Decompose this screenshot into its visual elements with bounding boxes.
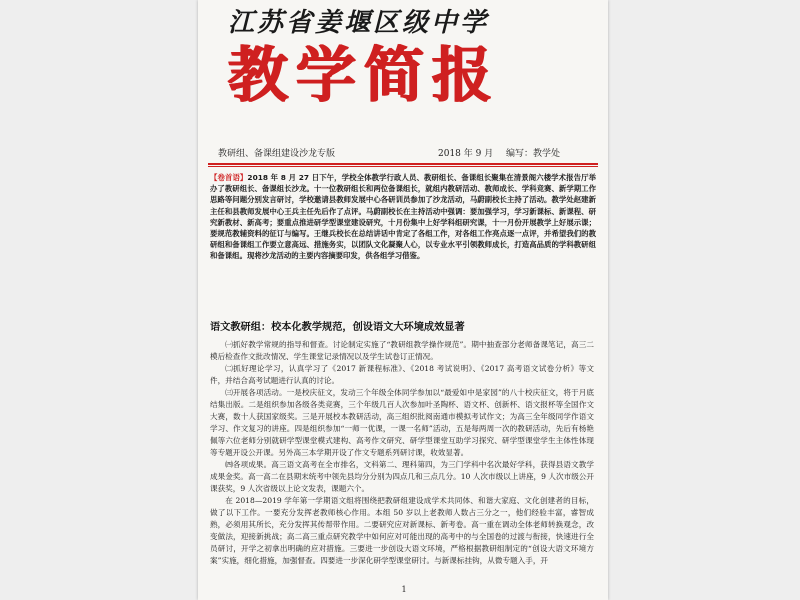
issue-info-bar bbox=[212, 147, 594, 161]
newsletter-masthead-title: 教学简报 bbox=[228, 41, 500, 111]
body-paragraph: 在 2018—2019 学年第一学期语文组将围绕把教研组建设成学术共同体、和谐大家庭、文化创建者的目标，做了以下工作。一要充分发挥老教师核心作用。本组 50 岁以上老教师人数占三分之一，他们经验丰富，睿智成熟，必须用其所长，充分发挥其传帮带作用。二要研究应对新课标、新考卷。高一重在调动全体老师转换观念，改变做法，迎接新挑战；高二高三重点研究教学中如何应对可能出现的高考中的与全国卷的过渡与衔接，快速进行全员研讨，开学之初拿出明确的应对措施。三要进一步创设大语文环境，严格根据教研组制定的“创设大语文环境方案”实施，细化措施，加强督查。四要进一步深化研学型课堂研讨。与新课标挂钩，从微专题入手，开 bbox=[210, 496, 594, 565]
intro-tag: 【卷首语】 bbox=[210, 173, 248, 182]
section-title: 语文教研组：校本化教学规范，创设语文大环境成效显著 bbox=[210, 322, 465, 333]
newsletter-page bbox=[198, 0, 608, 600]
page-number: 1 bbox=[401, 585, 407, 594]
body-paragraph: ㈡抓好理论学习，认真学习了《2017 新课程标准》、《2018 考试说明》、《2017 高考语文试卷分析》等文件，并结合高考试题进行认真的讨论。 bbox=[210, 364, 594, 385]
school-name-calligraphy: 江苏省姜堰区级中学 bbox=[228, 8, 490, 38]
body-paragraph: ㈠抓好教学常规的指导和督查。讨论制定实施了“教研组教学操作规范”。期中抽查部分老师备课笔记，高三二模后检查作文批改情况、学生课堂记录情况以及学生试卷订正情况。 bbox=[210, 340, 594, 361]
section-body bbox=[210, 339, 594, 587]
editorial-intro bbox=[210, 172, 596, 310]
red-divider-thin bbox=[208, 166, 598, 167]
body-paragraph: ㈢开展各项活动。一是校庆征文，发动三个年级全体同学参加以“最爱如中是家园”的八十校庆征文，将于月底结集出版。二是组织参加各级各类竞赛，三个年级几百人次参加叶圣陶杯、语文杯、创新杯、语文报杯等全国作文大赛，数十人获国家级奖。三是开展校本教研活动，高三组织批阅南通市模拟考试作文；为高三全年级同学作语文学习、作文复习的讲座。四是组织参加“一师一优课，一课一名师”活动，五是每两周一次的教研活动，先后有杨艳佩等六位老师分别就研学型课堂模式建构、高考作文研究、研学型课堂互助学习探究、研学型课堂学生主体性体现等专题开设公开课。另外高三本学期开设了作文专题系列研讨课，收效显著。 bbox=[210, 388, 594, 457]
red-divider bbox=[208, 163, 598, 165]
department-label: 教研组、备课组建设沙龙专版 bbox=[218, 149, 336, 159]
editor-label: 编写：教学处 bbox=[506, 149, 561, 159]
issue-date: 2018 年 9 月 bbox=[438, 149, 494, 159]
intro-text: 2018 年 8 月 27 日下午，学校全体教学行政人员、教研组长、备课组长聚集在清景阁六楼学术报告厅举办了教研组长、备课组长沙龙。十一位教研组长和两位备课组长，就组内教研活动、教师成长、学科竞赛、新学期工作思路等问题分别发言研讨，学校邀请县教师发展中心各研训员参加了沙龙活动，马蔚副校长主持了活动。教学处赵建新主任和县教师发展中心王兵主任先后作了点评。马蔚副校长在主持活动中强调：要加强学习，学习新课标、新课程、研究新教材、新高考；要重点推进研学型课堂建设研究，十月份集中上好学科组研究课，十一月份开展教学上好展示课；要规范教辅资料的征订与编写。王继兵校长在总结讲话中肯定了各组工作，对各组工作亮点逐一点评，并希望我们的教研组和备课组工作要立意高远、措施务实，以团队文化凝聚人心，以专业水平引领教师成长，打造高品质的学科教研组和备课组。现将沙龙活动的主要内容摘要印发，供各组学习借鉴。 bbox=[210, 173, 596, 261]
body-paragraph: ㈣各项成果。高三语文高考在全市排名，文科第二、理科第四，为三门学科中名次最好学科，获得县语文教学成果金奖。高一高二在县期末统考中领先县均分分别为四点几和三点几分。10 人次市级以上讲座，9 人次市级公开课获奖，9 人次省级以上论文发表，课题六个。 bbox=[210, 460, 594, 493]
